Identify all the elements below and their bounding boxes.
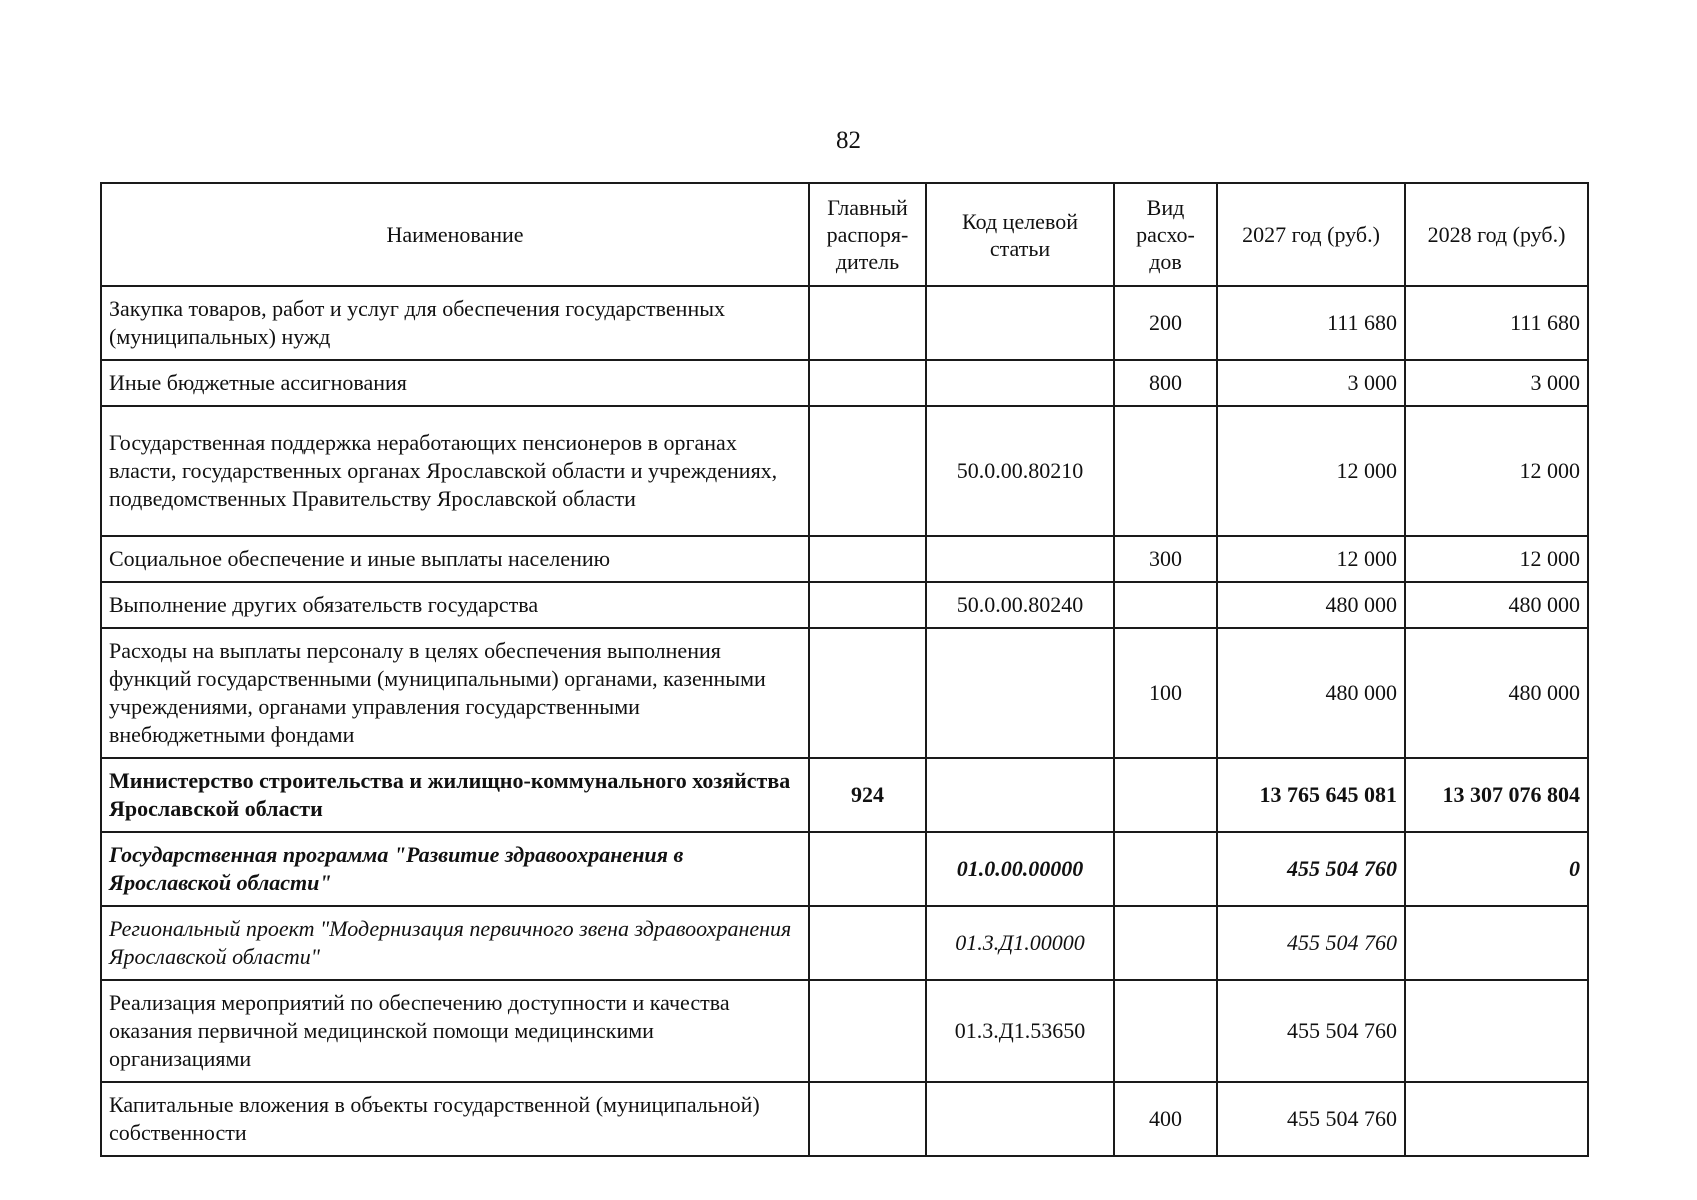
row-code: 01.3.Д1.00000	[926, 906, 1114, 980]
row-2028: 480 000	[1405, 628, 1588, 758]
row-admin	[809, 628, 926, 758]
row-type: 100	[1114, 628, 1217, 758]
row-type	[1114, 832, 1217, 906]
row-2028: 13 307 076 804	[1405, 758, 1588, 832]
header-admin: Главный распоря-дитель	[809, 183, 926, 286]
row-name: Капитальные вложения в объекты государственной (муниципальной) собственности	[101, 1082, 809, 1156]
row-type: 200	[1114, 286, 1217, 360]
row-2027: 455 504 760	[1217, 980, 1405, 1082]
row-type	[1114, 906, 1217, 980]
row-code	[926, 628, 1114, 758]
row-name: Закупка товаров, работ и услуг для обеспечения государственных (муниципальных) нужд	[101, 286, 809, 360]
row-2028: 12 000	[1405, 536, 1588, 582]
row-name: Выполнение других обязательств государства	[101, 582, 809, 628]
row-admin	[809, 582, 926, 628]
row-2028: 0	[1405, 832, 1588, 906]
table-row	[101, 980, 1588, 1082]
row-name: Региональный проект "Модернизация первичного звена здравоохранения Ярославской области"	[101, 906, 809, 980]
row-2027: 455 504 760	[1217, 1082, 1405, 1156]
row-2027: 111 680	[1217, 286, 1405, 360]
row-name: Государственная программа "Развитие здравоохранения в Ярославской области"	[101, 832, 809, 906]
row-2028: 480 000	[1405, 582, 1588, 628]
header-code: Код целевой статьи	[926, 183, 1114, 286]
row-2028	[1405, 1082, 1588, 1156]
row-2027: 12 000	[1217, 536, 1405, 582]
table-row	[101, 286, 1588, 360]
row-2028: 3 000	[1405, 360, 1588, 406]
table-row	[101, 1082, 1588, 1156]
row-code	[926, 286, 1114, 360]
row-name: Министерство строительства и жилищно-коммунального хозяйства Ярославской области	[101, 758, 809, 832]
row-code: 50.0.00.80240	[926, 582, 1114, 628]
row-admin	[809, 906, 926, 980]
row-name: Реализация мероприятий по обеспечению доступности и качества оказания первичной медицинской помощи медицинскими организациями	[101, 980, 809, 1082]
row-code: 50.0.00.80210	[926, 406, 1114, 536]
row-2028: 12 000	[1405, 406, 1588, 536]
row-name: Расходы на выплаты персоналу в целях обеспечения выполнения функций государственными (муниципальными) органами, казенными учреждениями, органами управления государственными внебюджетными фондами	[101, 628, 809, 758]
row-admin	[809, 536, 926, 582]
row-admin: 924	[809, 758, 926, 832]
table-row	[101, 628, 1588, 758]
row-type: 400	[1114, 1082, 1217, 1156]
row-2027: 12 000	[1217, 406, 1405, 536]
row-code	[926, 758, 1114, 832]
row-code	[926, 360, 1114, 406]
budget-table	[100, 182, 1589, 1157]
header-name: Наименование	[101, 183, 809, 286]
row-type: 800	[1114, 360, 1217, 406]
row-type	[1114, 758, 1217, 832]
row-2027: 455 504 760	[1217, 906, 1405, 980]
table-row	[101, 758, 1588, 832]
row-type	[1114, 582, 1217, 628]
table-row	[101, 832, 1588, 906]
row-type	[1114, 980, 1217, 1082]
header-2028: 2028 год (руб.)	[1405, 183, 1588, 286]
row-name: Иные бюджетные ассигнования	[101, 360, 809, 406]
row-2027: 455 504 760	[1217, 832, 1405, 906]
row-admin	[809, 1082, 926, 1156]
row-name: Государственная поддержка неработающих пенсионеров в органах власти, государственных органах Ярославской области и учреждениях, подведомственных Правительству Ярославской области	[101, 406, 809, 536]
row-2027: 480 000	[1217, 582, 1405, 628]
row-2027: 480 000	[1217, 628, 1405, 758]
header-2027: 2027 год (руб.)	[1217, 183, 1405, 286]
row-name: Социальное обеспечение и иные выплаты населению	[101, 536, 809, 582]
row-2028: 111 680	[1405, 286, 1588, 360]
row-code: 01.3.Д1.53650	[926, 980, 1114, 1082]
header-type: Вид расхо-дов	[1114, 183, 1217, 286]
table-row	[101, 360, 1588, 406]
table-row	[101, 582, 1588, 628]
row-2027: 3 000	[1217, 360, 1405, 406]
row-code: 01.0.00.00000	[926, 832, 1114, 906]
row-admin	[809, 980, 926, 1082]
row-2027: 13 765 645 081	[1217, 758, 1405, 832]
table-row	[101, 536, 1588, 582]
row-admin	[809, 360, 926, 406]
row-type	[1114, 406, 1217, 536]
header-row	[101, 183, 1588, 286]
page-number: 82	[836, 127, 861, 154]
row-admin	[809, 832, 926, 906]
row-code	[926, 536, 1114, 582]
row-2028	[1405, 980, 1588, 1082]
row-type: 300	[1114, 536, 1217, 582]
row-code	[926, 1082, 1114, 1156]
table-row	[101, 406, 1588, 536]
table-row	[101, 906, 1588, 980]
row-2028	[1405, 906, 1588, 980]
row-admin	[809, 406, 926, 536]
row-admin	[809, 286, 926, 360]
